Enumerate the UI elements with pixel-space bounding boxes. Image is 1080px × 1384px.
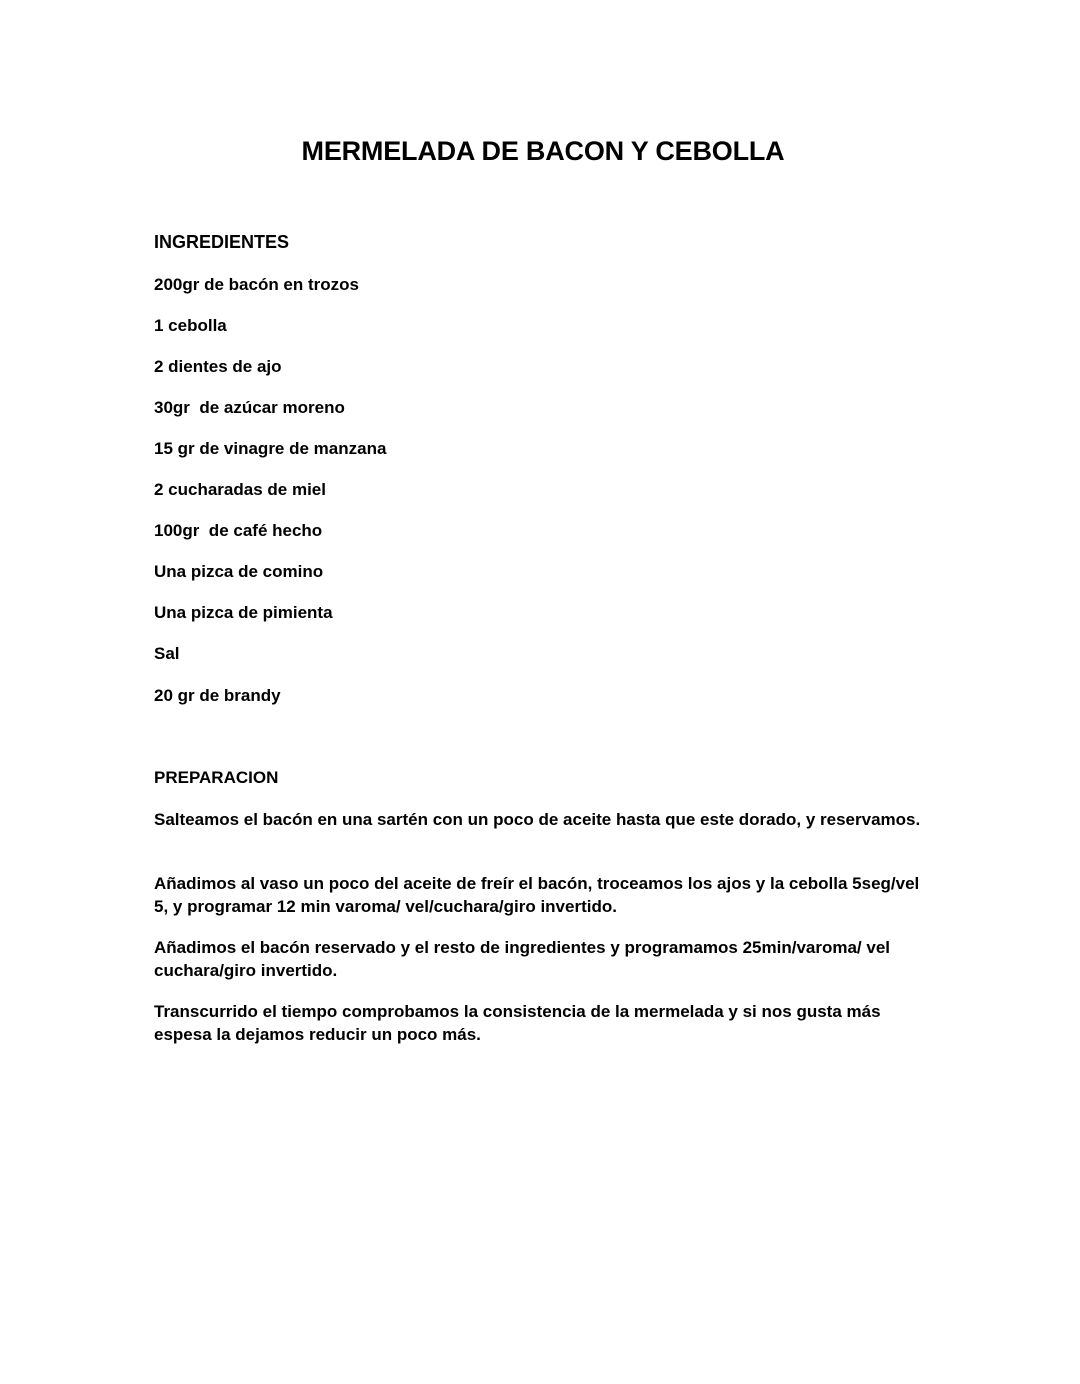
- ingredient-item: 15 gr de vinagre de manzana: [154, 439, 387, 458]
- ingredient-item: 100gr de café hecho: [154, 521, 323, 540]
- ingredient-item: Una pizca de pimienta: [154, 603, 333, 622]
- preparation-step: Añadimos el bacón reservado y el resto de ingredientes y programamos 25min/varoma/ vel cuchara/giro invertido.: [154, 938, 890, 980]
- preparation-step: Transcurrido el tiempo comprobamos la consistencia de la mermelada y si nos gusta más espesa la dejamos reducir un poco más.: [154, 1002, 881, 1044]
- ingredient-item: 2 cucharadas de miel: [154, 480, 326, 499]
- ingredient-item: 200gr de bacón en trozos: [154, 275, 359, 294]
- ingredient-item: 30gr de azúcar moreno: [154, 398, 345, 417]
- ingredient-item: Sal: [154, 644, 180, 663]
- preparation-step: Añadimos al vaso un poco del aceite de freír el bacón, troceamos los ajos y la cebolla 5seg/vel 5, y programar 12 min varoma/ vel/cuchara/giro invertido.: [154, 874, 920, 916]
- preparation-step: Salteamos el bacón en una sartén con un poco de aceite hasta que este dorado, y reservamos.: [154, 810, 921, 829]
- ingredient-item: 1 cebolla: [154, 316, 227, 335]
- ingredients-heading: INGREDIENTES: [154, 232, 290, 252]
- ingredient-item: 2 dientes de ajo: [154, 357, 282, 376]
- document-title: MERMELADA DE BACON Y CEBOLLA: [301, 136, 785, 166]
- ingredient-item: 20 gr de brandy: [154, 686, 281, 705]
- ingredient-item: Una pizca de comino: [154, 562, 324, 581]
- preparation-heading: PREPARACION: [154, 768, 279, 787]
